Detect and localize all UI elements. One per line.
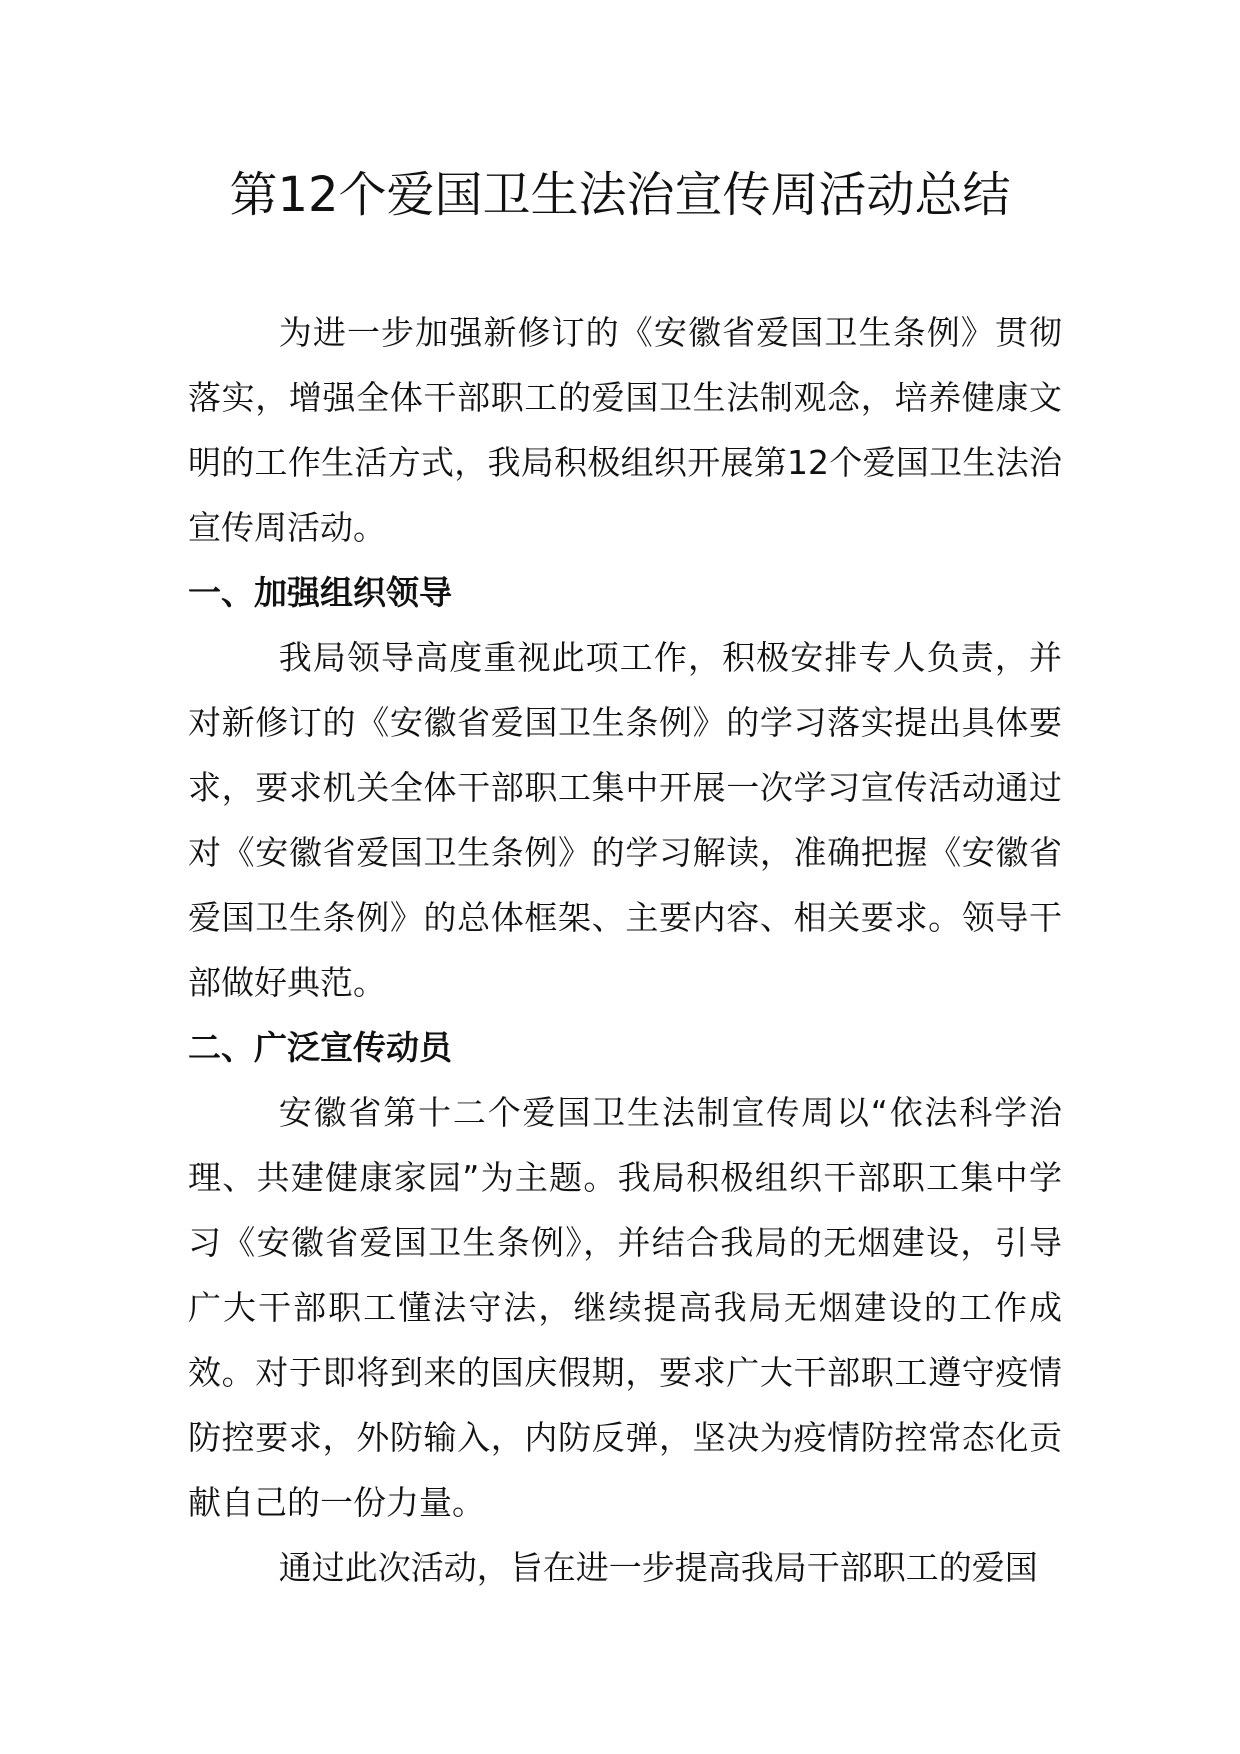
section-1-paragraph: 我局领导高度重视此项工作，积极安排专人负责，并对新修订的《安徽省爱国卫生条例》的学习落实提出具体要求，要求机关全体干部职工集中开展一次学习宣传活动通过对《安徽省爱国卫生条例》的学习解读，准确把握《安徽省爱国卫生条例》的总体框架、主要内容、相关要求。领导干部做好典范。 — [188, 638, 1062, 1002]
section-2-heading: 二、广泛宣传动员 — [188, 1028, 452, 1067]
intro-paragraph: 为进一步加强新修订的《安徽省爱国卫生条例》贯彻落实，增强全体干部职工的爱国卫生法制观念，培养健康文明的工作生活方式，我局积极组织开展第12个爱国卫生法治宣传周活动。 — [188, 313, 1062, 547]
document-body — [188, 300, 1062, 1600]
section-2-paragraph: 安徽省第十二个爱国卫生法制宣传周以“依法科学治理、共建健康家园”为主题。我局积极组织干部职工集中学习《安徽省爱国卫生条例》，并结合我局的无烟建设，引导广大干部职工懂法守法，继续提高我局无烟建设的工作成效。对于即将到来的国庆假期，要求广大干部职工遵守疫情防控要求，外防输入，内防反弹，坚决为疫情防控常态化贡献自己的一份力量。 — [188, 1093, 1062, 1522]
closing-paragraph: 通过此次活动，旨在进一步提高我局干部职工的爱国 — [278, 1548, 1038, 1587]
section-1-heading: 一、加强组织领导 — [188, 573, 452, 612]
document-title: 第12个爱国卫生法治宣传周活动总结 — [229, 167, 1011, 223]
